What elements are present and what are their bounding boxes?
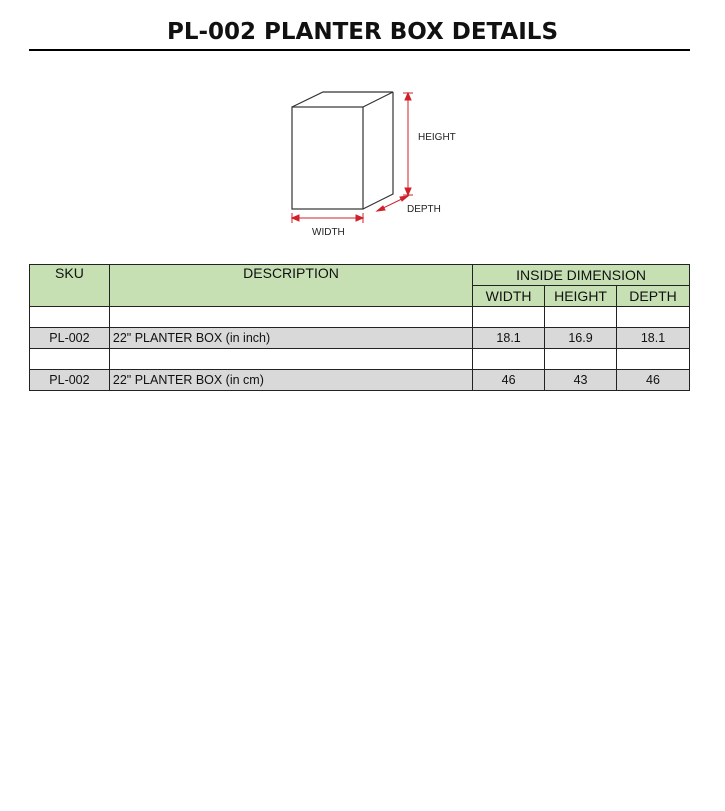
dimension-diagram	[270, 80, 470, 240]
page-title: PL-002 PLANTER BOX DETAILS	[166, 19, 559, 45]
cell-description: 22" PLANTER BOX (in inch)	[109, 328, 472, 349]
cell-width: 46	[473, 370, 545, 391]
cell-sku: PL-002	[30, 370, 110, 391]
spacer-row	[30, 349, 690, 370]
header-inside-dimension: INSIDE DIMENSION	[473, 265, 690, 286]
cell-description: 22" PLANTER BOX (in cm)	[109, 370, 472, 391]
cell-height: 16.9	[545, 328, 617, 349]
height-label: HEIGHT	[418, 132, 456, 143]
cell-sku: PL-002	[30, 328, 110, 349]
header-height: HEIGHT	[545, 286, 617, 307]
width-label: WIDTH	[312, 227, 345, 238]
cell-depth: 18.1	[617, 328, 690, 349]
spacer-row	[30, 307, 690, 328]
table-row	[30, 328, 690, 349]
dimension-arrows	[292, 93, 413, 223]
depth-label: DEPTH	[407, 204, 441, 215]
box-outline	[292, 92, 393, 209]
header-sku: SKU	[30, 265, 110, 307]
table-row	[30, 370, 690, 391]
cell-depth: 46	[617, 370, 690, 391]
header-depth: DEPTH	[617, 286, 690, 307]
cell-height: 43	[545, 370, 617, 391]
cell-width: 18.1	[473, 328, 545, 349]
title-divider	[29, 49, 690, 51]
dimensions-table	[29, 264, 690, 391]
header-width: WIDTH	[473, 286, 545, 307]
header-description: DESCRIPTION	[109, 265, 472, 307]
